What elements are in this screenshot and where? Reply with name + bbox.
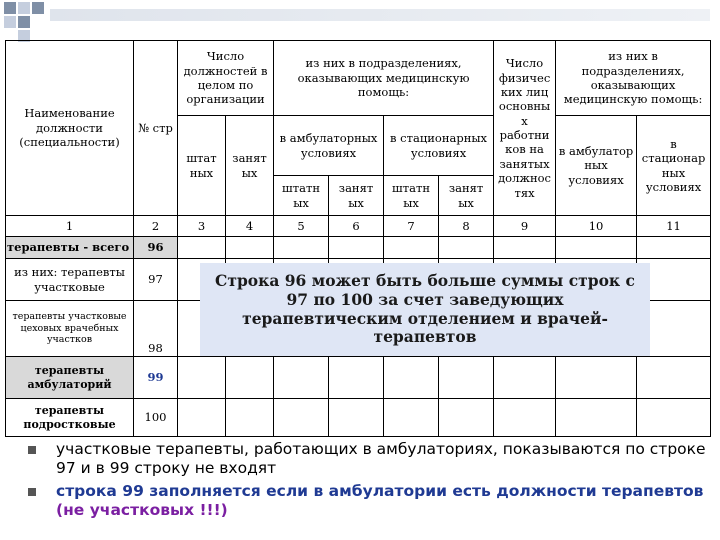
header-stationary: в стационарных условиях bbox=[384, 116, 494, 176]
data-cell[interactable] bbox=[329, 237, 384, 259]
data-cell[interactable] bbox=[439, 399, 494, 437]
col-number: 11 bbox=[637, 216, 711, 237]
list-item bbox=[26, 440, 716, 478]
data-cell[interactable] bbox=[274, 399, 329, 437]
data-cell[interactable] bbox=[226, 357, 274, 399]
callout-note: Строка 96 может быть больше суммы строк с 97 по 100 за счет заведующих терапевтическим отделением и врачей-терапевтов bbox=[200, 263, 650, 356]
col-number: 1 bbox=[6, 216, 134, 237]
decor-bar bbox=[50, 9, 710, 21]
data-cell[interactable] bbox=[384, 399, 439, 437]
col-number: 4 bbox=[226, 216, 274, 237]
header-stat-occupied: занят ых bbox=[439, 176, 494, 216]
data-cell[interactable] bbox=[329, 357, 384, 399]
data-cell[interactable] bbox=[178, 237, 226, 259]
header-physical-persons: Число физичес ких лиц основны х работни ков на занятых должнос тях bbox=[494, 41, 556, 216]
header-ambulatory-short: в амбулатор ных условиях bbox=[556, 116, 637, 216]
row-number: 96 bbox=[134, 237, 178, 259]
header-row-no: № стр bbox=[134, 41, 178, 216]
table-row bbox=[6, 357, 711, 399]
list-item bbox=[26, 482, 716, 520]
col-number: 9 bbox=[494, 216, 556, 237]
data-cell[interactable] bbox=[494, 399, 556, 437]
header-stat-staff: штатн ых bbox=[384, 176, 439, 216]
data-cell[interactable] bbox=[556, 357, 637, 399]
col-number: 6 bbox=[329, 216, 384, 237]
data-cell[interactable] bbox=[178, 399, 226, 437]
data-cell[interactable] bbox=[637, 399, 711, 437]
row-label: терапевты амбулаторий bbox=[6, 357, 134, 399]
notes-list bbox=[26, 440, 716, 524]
data-cell[interactable] bbox=[556, 237, 637, 259]
data-cell[interactable] bbox=[637, 357, 711, 399]
header-amb-occupied: занят ых bbox=[329, 176, 384, 216]
row-label: из них: терапевты участковые bbox=[6, 259, 134, 301]
row-number: 97 bbox=[134, 259, 178, 301]
note-text: строка 99 заполняется если в амбулатории есть должности терапевтов bbox=[56, 481, 704, 500]
data-cell[interactable] bbox=[226, 237, 274, 259]
header-amb-staff: штатн ых bbox=[274, 176, 329, 216]
data-cell[interactable] bbox=[637, 237, 711, 259]
data-cell[interactable] bbox=[329, 399, 384, 437]
header-staff: штат ных bbox=[178, 116, 226, 216]
row-number: 98 bbox=[134, 301, 178, 357]
staff-table bbox=[5, 40, 711, 437]
header-subdivisions: из них в подразделениях, оказывающих медицинскую помощь: bbox=[274, 41, 494, 116]
table-row bbox=[6, 399, 711, 437]
data-cell[interactable] bbox=[274, 357, 329, 399]
data-cell[interactable] bbox=[384, 237, 439, 259]
row-label: терапевты участковые цеховых врачебных участков bbox=[6, 301, 134, 357]
bullet-icon bbox=[28, 488, 36, 496]
header-name-col: Наименование должности (специальности) bbox=[6, 41, 134, 216]
header-stationary-short: в стационар ных условиях bbox=[637, 116, 711, 216]
data-cell[interactable] bbox=[439, 357, 494, 399]
data-cell[interactable] bbox=[178, 357, 226, 399]
row-label: терапевты подростковые bbox=[6, 399, 134, 437]
col-number: 3 bbox=[178, 216, 226, 237]
header-subdivisions-short: из них в подразделениях, оказывающих медицинскую помощь: bbox=[556, 41, 711, 116]
data-cell[interactable] bbox=[494, 357, 556, 399]
data-cell[interactable] bbox=[384, 357, 439, 399]
data-cell[interactable] bbox=[556, 399, 637, 437]
header-total-positions: Число должностей в целом по организации bbox=[178, 41, 274, 116]
col-number: 7 bbox=[384, 216, 439, 237]
header-ambulatory: в амбулаторных условиях bbox=[274, 116, 384, 176]
row-number: 99 bbox=[134, 357, 178, 399]
data-cell[interactable] bbox=[494, 237, 556, 259]
col-number: 8 bbox=[439, 216, 494, 237]
data-cell[interactable] bbox=[439, 237, 494, 259]
note-emphasis: (не участковых !!!) bbox=[56, 500, 228, 519]
data-cell[interactable] bbox=[226, 399, 274, 437]
column-numbers-row bbox=[6, 216, 711, 237]
row-label: терапевты - всего bbox=[6, 237, 134, 259]
col-number: 5 bbox=[274, 216, 329, 237]
data-cell[interactable] bbox=[274, 237, 329, 259]
col-number: 2 bbox=[134, 216, 178, 237]
header-occupied: занят ых bbox=[226, 116, 274, 216]
table-row bbox=[6, 237, 711, 259]
row-number: 100 bbox=[134, 399, 178, 437]
col-number: 10 bbox=[556, 216, 637, 237]
note-text: участковые терапевты, работающих в амбулаториях, показываются по строке 97 и в 99 строку не входят bbox=[56, 440, 706, 477]
bullet-icon bbox=[28, 446, 36, 454]
